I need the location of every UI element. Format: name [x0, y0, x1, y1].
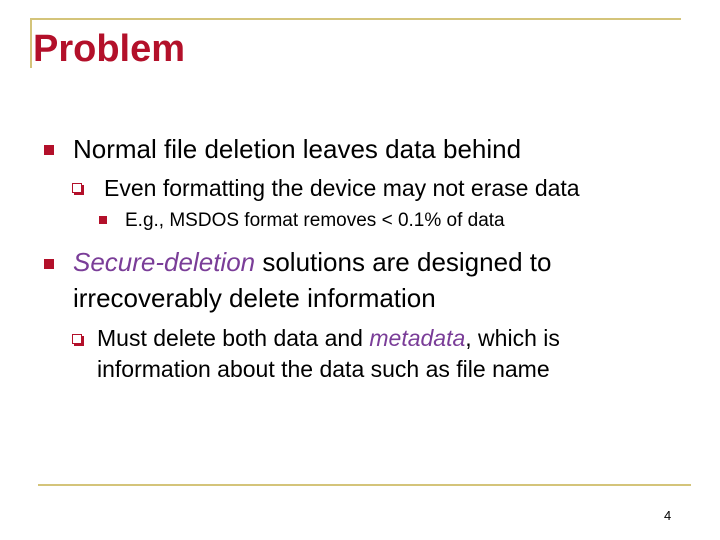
square-bullet-icon	[44, 259, 54, 269]
bullet-text-level1: Normal file deletion leaves data behind	[73, 134, 522, 164]
page-number: 4	[664, 508, 672, 523]
square-bullet-icon	[44, 145, 54, 155]
hollow-square-bullet-icon	[72, 334, 82, 344]
hollow-square-bullet-icon	[72, 183, 82, 193]
bullet-text-level2-line2: information about the data such as file name	[97, 356, 550, 382]
bullet-text-level1-line2: irrecoverably delete information	[73, 283, 436, 313]
bullet-text-level2: Even formatting the device may not erase data	[104, 175, 580, 201]
bullet-text-level1	[73, 247, 551, 278]
slide-title: Problem	[33, 28, 186, 70]
bullet-text-prefix: Must delete both data and	[97, 325, 370, 351]
bullet-text-suffix: , which is	[465, 325, 560, 351]
footer-rule	[38, 484, 691, 486]
bullet-text-continuation: solutions are designed to	[255, 247, 552, 277]
title-frame-top-rule	[30, 18, 681, 20]
emphasis-term: Secure-deletion	[73, 247, 256, 277]
title-frame-left-rule	[30, 18, 32, 68]
bullet-text-level2	[97, 325, 560, 352]
emphasis-term: metadata	[369, 325, 466, 351]
square-bullet-icon	[99, 216, 107, 224]
bullet-text-level3: E.g., MSDOS format removes < 0.1% of data	[125, 210, 505, 231]
